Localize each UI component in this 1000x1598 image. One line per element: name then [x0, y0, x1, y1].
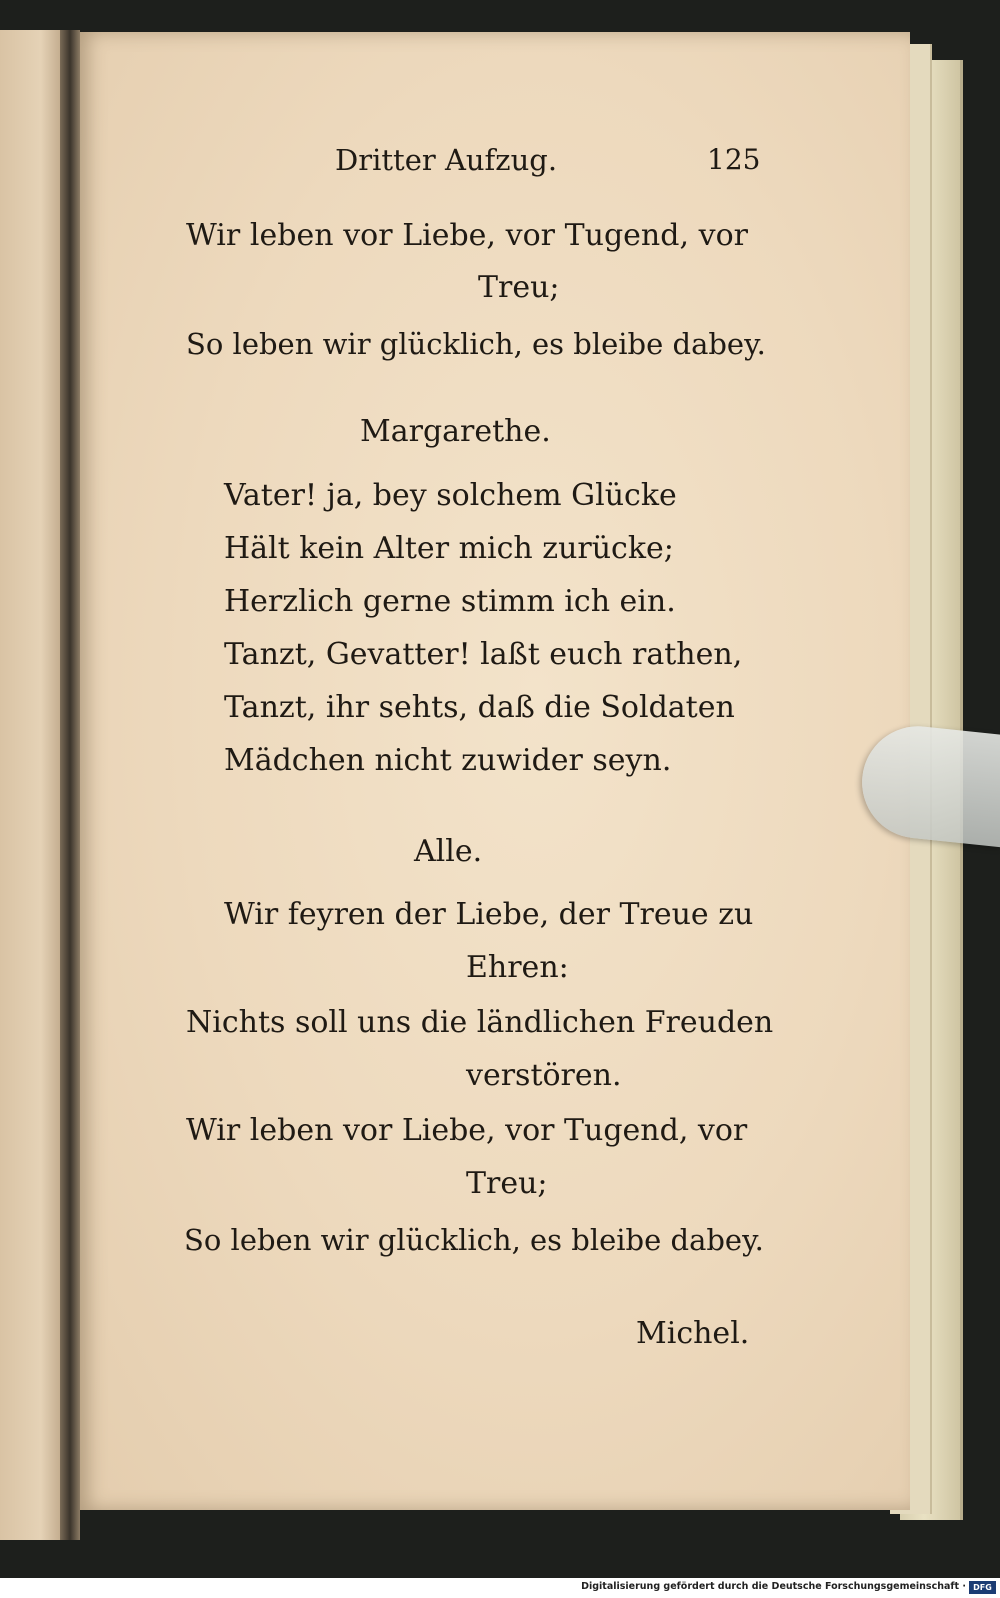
verse-line-continuation: Ehren:	[466, 950, 569, 985]
page-number: 125	[707, 143, 761, 176]
verse-line: So leben wir glücklich, es bleibe dabey.	[186, 327, 766, 361]
funding-credit: Digitalisierung gefördert durch die Deutsche Forschungsgemeinschaft ·	[581, 1581, 966, 1592]
verse-line: Wir leben vor Liebe, vor Tugend, vor	[186, 218, 748, 253]
verse-line: Vater! ja, bey solchem Glücke	[224, 478, 677, 513]
verse-line: Herzlich gerne stimm ich ein.	[224, 584, 676, 619]
verse-line: Tanzt, ihr sehts, daß die Soldaten	[224, 690, 735, 725]
verse-line: Nichts soll uns die ländlichen Freuden	[186, 1005, 774, 1040]
book-gutter	[60, 30, 80, 1540]
verse-line: Mädchen nicht zuwider seyn.	[224, 743, 672, 778]
verse-line: Tanzt, Gevatter! laßt euch rathen,	[224, 637, 743, 672]
speaker-name: Margarethe.	[360, 414, 551, 449]
catchword: Michel.	[636, 1316, 750, 1351]
verse-line: Wir leben vor Liebe, vor Tugend, vor	[186, 1113, 748, 1148]
verse-line-continuation: Treu;	[466, 1166, 548, 1201]
verse-line: Hält kein Alter mich zurücke;	[224, 531, 674, 566]
speaker-name: Alle.	[414, 834, 483, 869]
verse-line: So leben wir glücklich, es bleibe dabey.	[184, 1223, 764, 1257]
dfg-logo: DFG	[969, 1581, 996, 1594]
verse-line-continuation: Treu;	[478, 270, 560, 305]
verse-line-continuation: verstören.	[466, 1058, 622, 1093]
facing-page-edge	[0, 30, 68, 1540]
verse-line: Wir feyren der Liebe, der Treue zu	[224, 897, 754, 932]
digitization-footer	[0, 1578, 1000, 1598]
running-title: Dritter Aufzug.	[335, 143, 558, 177]
